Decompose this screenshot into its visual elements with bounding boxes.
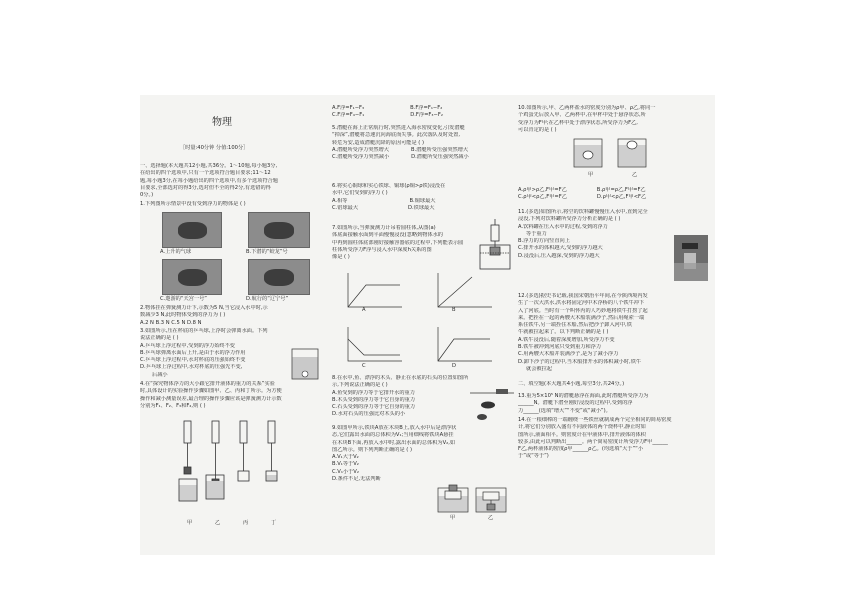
option: A.V₁大于V₂: [332, 454, 359, 461]
question-stem: 较多,由此可以判断出______。两个简易密度计所受浮力F甲______: [518, 438, 668, 445]
option-b: B.F浮=F₁−F₂: [410, 105, 443, 111]
options-row: A.相等 B.铜球最大: [332, 197, 436, 204]
question-6: [332, 183, 514, 212]
option: B.铁牛被冲到河底只受到重力和浮力: [518, 344, 602, 351]
question-stem: 示,下列说法正确的是 ( ): [332, 382, 388, 389]
question-stem: F乙,两杯液体的密度ρ甲______ρ乙。(均选填“大于”“小: [518, 446, 644, 453]
option: C.V₁小于V₂: [332, 468, 359, 475]
question-stem: 时,具体设计的实验操作步骤如图甲、乙、丙和丁所示。为方便: [140, 388, 282, 395]
text-line: 目要求,全部选对的得3分,选对但不全的得2分,有选错的得: [140, 184, 271, 191]
question-stem: 1.下列图所示情景中没有受到浮力的物体是 ( ): [140, 201, 246, 207]
section-1-intro: [140, 163, 328, 199]
option: D.卸下沙子的过程中,当木船排开水的体积减小时,铁牛: [518, 358, 642, 365]
submarine-photo: [248, 212, 310, 248]
option: 等于重力: [526, 230, 547, 237]
question-stem: “掉深”,潜艇将急速沉向海底而失事。此次落队及时处置,: [332, 132, 460, 139]
question-8: [332, 375, 468, 419]
question-2: [140, 305, 328, 327]
question-9: [332, 425, 514, 483]
question-stem: 生了一次大洪水,洪水将固定河中木浮桥的八个铁牛冲下: [518, 300, 645, 307]
section-2-heading: 二、填空题(本大题共4小题,每空3分,共24分。): [518, 381, 625, 387]
graph-label: C: [362, 363, 366, 369]
question-stem: 入了河底。当时有一个叫怀丙的人巧妙地将铁牛打捞了起: [518, 307, 648, 314]
question-stem: 体底面接触水面到平面慢慢浸没(忽略到物体水的: [332, 232, 443, 239]
question-stem: 13.重为5×10⁵ N的潜艇悬浮在海面,此时潜艇所受浮力为: [518, 393, 649, 399]
option: B.乒乓球弹离水面后上升,是由于水的浮力作用: [140, 349, 246, 356]
option: C.石头受到的浮力等于它自身的重力: [332, 404, 416, 411]
question-7: [332, 225, 472, 261]
option: C.用两艘大木船并装满沙子,是为了减小浮力: [518, 351, 619, 358]
question-stem: 4.在“探究物体浮力的大小跟它排开液体的重力的关系”实验: [140, 381, 275, 387]
aircraft-carrier-photo: [248, 259, 310, 295]
question-stem: 2.物体挂在弹簧测力计下,示数为5 N,当它浸入水中时,示: [140, 305, 268, 311]
figure-label: 乙: [215, 520, 221, 526]
figure-label: 乙: [488, 515, 494, 521]
options-row: A.ρ甲>ρ乙,F甲=F乙 B.ρ甲=ρ乙,F甲=F乙: [518, 187, 646, 193]
exam-sheet: [140, 95, 715, 555]
can-in-water-figure: [672, 233, 710, 283]
question-stem: 7.如图所示,当弹簧测力计吊着圆柱体,从图(a): [332, 225, 436, 231]
question-stem: 牛就被拉起来了。以下判断正确的是 ( ): [518, 329, 609, 336]
option: D.条件不足,无法判断: [332, 476, 381, 483]
page-title: 物理: [212, 117, 232, 128]
text-line: 题,每小题3分,在每小题给出的四个选项中,有多个选项符合题: [140, 177, 278, 184]
figure-label: 丁: [271, 520, 277, 526]
text-line: 在给出的四个选项中,只有一个选项符合题目要求;11～12: [140, 170, 271, 177]
option: D.乒乓球上浮过程中,水对杯底的压强先不变,: [140, 364, 243, 371]
space-station-photo: [162, 259, 222, 295]
question-stem: 计,将它们分别放入盛有不同液体的两个烧杯中,静止时如: [518, 424, 646, 431]
options-row: [332, 112, 514, 119]
question-stem: 10.如图所示,甲、乙两杯盐水的密度分别为ρ甲、ρ乙,将同一: [518, 105, 656, 111]
question-stem: 5.潜艇在海上正常航行时,突然进入海水密度变化,引发潜艇: [332, 125, 465, 131]
question-stem: 6.将实心铜球和实心铁球、铜球(ρ铜>ρ铁)浸没在: [332, 183, 446, 189]
question-stem: 于”或“等于”): [518, 453, 549, 460]
cylinder-immersion-figure: [478, 219, 512, 271]
options-row: [332, 105, 514, 112]
option: A.饮料罐在压入水中的过程,受到的浮力: [518, 223, 608, 230]
question-stem: 12.(多选)据史书记载,我国宋朝治平年间,在今陕西境内发: [518, 293, 648, 299]
balloon-photo: [162, 212, 222, 248]
option: B.木头受到的浮力等于它自身的重力: [332, 396, 416, 403]
question-11: [518, 209, 668, 260]
question-stem: 说法正确的是 ( ): [140, 335, 179, 342]
options-row: A.2 N B.3 N C.5 N D.8 N: [140, 319, 202, 326]
buoyancy-graphs-figure: [342, 267, 512, 377]
question-stem: 受浮力为F甲;在乙杯中处于漂浮状态,所受浮力为F乙,: [518, 119, 638, 126]
question-stem: 图所示,液面相平。则密度计在甲液体中,排开液体的体积: [518, 431, 646, 438]
question-stem: 水中,它们受到的浮力 ( ): [332, 190, 388, 197]
option-a: A.F浮=F₁−F₃: [332, 105, 365, 111]
option-c: C.F浮=F₄−F₁: [332, 112, 365, 119]
question-10: [518, 105, 712, 134]
options-row: C.铝球最大 D.铁球最大: [332, 204, 435, 211]
options-row: A.潜艇所受浮力突然增大 B.潜艇所受压强突然增大: [332, 146, 469, 153]
beaker-pingpong-figure: [288, 345, 324, 381]
option: A.鱼受到的浮力等于它排开水的重力: [332, 389, 415, 396]
question-10-options: [518, 187, 712, 202]
option: 后减小: [152, 371, 168, 378]
question-stem: 3.如图所示,压在杯底的乒乓球,上浮时会弹离水面。下列: [140, 328, 268, 334]
question-stem: 在木块B下面,再放入水中时,露出水面的总体积为V₂,如: [332, 439, 456, 446]
question-stem: 转危为安,造成潜艇沉降的原因可能是 ( ): [332, 139, 424, 146]
question-stem: 图乙所示。则下列判断正确的是 ( ): [332, 446, 412, 453]
question-stem: 像是 ( ): [332, 254, 350, 261]
option: A.铁牛浸没后,随着深度增加,所受浮力不变: [518, 336, 615, 343]
option-a: A.上升的气球: [160, 249, 192, 255]
question-13: [518, 393, 712, 415]
spring-scale-steps-figure: [176, 417, 296, 521]
question-4: [140, 381, 328, 410]
question-14: [518, 417, 712, 461]
question-stem: 浸没,下列对饮料罐所受浮力分析正确的是 ( ): [518, 216, 621, 223]
option: B.浮力的方向竖直向上: [518, 238, 570, 245]
question-5: [332, 125, 514, 161]
figure-label: 甲: [588, 172, 594, 178]
figure-label: 丙: [243, 520, 249, 526]
text-line: 一、选择题(本大题共12小题,共36分。1～10题,每小题3分,: [140, 163, 278, 169]
question-stem: 系住铁牛,另一端拴住木船,然后把沙子卸入河中,铁: [518, 322, 632, 329]
question-stem: 9.如图甲所示,铁块A放在木块B上,放入水中后是漂浮状: [332, 425, 457, 431]
exam-meta: ［时量:40分钟 分值:100分］: [180, 145, 249, 151]
question-stem: 11.(多选)如图所示,将空的饮料罐慢慢压入水中,直到完全: [518, 209, 648, 215]
graph-label: B: [452, 307, 456, 313]
block-float-figure: [436, 480, 510, 514]
option-d: D.航行的“辽宁号”: [246, 296, 289, 302]
option: B.V₁等于V₂: [332, 461, 359, 468]
figure-label: 甲: [187, 520, 193, 526]
question-stem: 态,它们露出水面的总体积为V₁;当用细线将铁块A悬挂: [332, 432, 454, 439]
question-stem: 数减少3 N,此时物体受到的浮力为 ( ): [140, 312, 226, 319]
option: C.乒乓球上浮过程中,水对杯底的压强始终不变: [140, 357, 246, 364]
question-stem: 可以肯定的是 ( ): [518, 126, 557, 133]
figure-label: 甲: [450, 515, 456, 521]
question-stem: 柱体所受浮力F浮与浸入水中深度h关系的图: [332, 246, 432, 253]
option-b: B.下潜的“蛟龙”号: [246, 249, 288, 255]
option-c: C.遨游的“天宫一号”: [160, 296, 207, 302]
question-stem: ______N。潜艇下潜至刚好浸没的过程中,受到的浮: [518, 400, 633, 407]
options-row: C.ρ甲<ρ乙,F甲=F乙 D.ρ甲<ρ乙,F甲<F乙: [518, 194, 647, 201]
question-stem: 力______(选填“增大”“不变”或“减小”)。: [518, 407, 611, 414]
question-4-options: [332, 105, 514, 120]
options-row: C.潜艇所受浮力突然减小 D.潜艇所受压强突然减小: [332, 154, 469, 161]
option-d: D.F浮=F₃−F₂: [410, 112, 443, 119]
question-stem: 来。把拴在一起的两艘大木船装满沙子,然后用绳索一端: [518, 314, 645, 321]
option: C.排开水的体积越大,受到的浮力越大: [518, 245, 603, 252]
question-stem: 分别为F₁、F₂、F₃和F₄,则 ( ): [140, 402, 206, 409]
question-stem: 中再到圆柱体底部刚好接触容器底的过程中,下列能表示圆: [332, 239, 464, 246]
option: 就会被拉起: [526, 365, 552, 372]
question-stem: 操作和减小测量误差,最合理的操作步骤应该是弹簧测力计示数: [140, 395, 282, 402]
fish-wood-stone-figure: [470, 385, 514, 423]
question-stem: 个鸡蛋先后放入甲、乙两杯中,在甲杯中处于悬浮状态,所: [518, 112, 646, 119]
question-12: [518, 293, 712, 373]
graph-label: A: [362, 307, 366, 313]
question-stem: 14.在一根细棒的一端缠绕一些铁丝就制成两个完全相同的简易密度: [518, 417, 672, 423]
option: A.乒乓球上浮过程中,受到的浮力始终不变: [140, 342, 235, 349]
option: D.浸没后,压入越深,受到的浮力越大: [518, 252, 600, 259]
option: D.水对石头的压强比对木头的小: [332, 411, 406, 418]
egg-beakers-figure: [570, 135, 654, 171]
graph-label: D: [452, 363, 456, 369]
question-stem: 8.在水中,鱼、漂浮的木头、静止在水底的石头的位置如图所: [332, 375, 468, 381]
figure-label: 乙: [632, 172, 638, 178]
text-line: 0分。): [140, 192, 154, 199]
question-1: [140, 201, 328, 208]
